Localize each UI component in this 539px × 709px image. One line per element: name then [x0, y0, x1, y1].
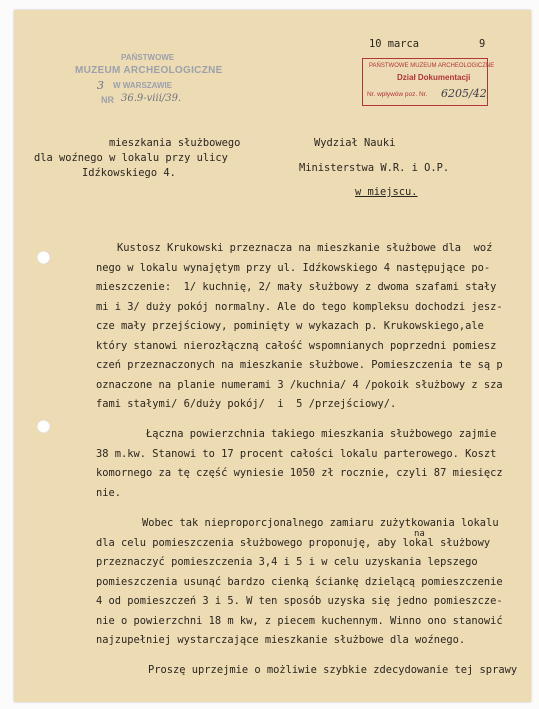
body-line: mieszczenie: 1/ kuchnię, 2/ mały służbowy z dwoma szafami stały	[96, 281, 497, 293]
body-line: oznaczone na planie numerami 3 /kuchnia/ 4 /pokoik służbowy z sza	[96, 379, 503, 391]
punch-hole	[37, 251, 50, 264]
document-page	[14, 10, 531, 702]
stamp-right-number: 6205/42	[441, 87, 487, 100]
body-line: który stanowi nierozłączną całość wspomnianych poprzedni pomiesz	[96, 340, 497, 352]
body-line: 38 m.kw. Stanowi to 17 procent całości lokalu parterowego. Koszt	[96, 448, 497, 460]
addressee-line: Ministerstwa W.R. i O.P.	[299, 162, 450, 174]
letter-date: 10 marca	[369, 38, 420, 50]
punch-hole	[37, 420, 50, 433]
addressee-line: Wydział Nauki	[314, 137, 396, 149]
addressee-line: w miejscu.	[355, 186, 418, 198]
stamp-line-1: PAŃSTWOWE	[121, 53, 175, 62]
body-line: Proszę uprzejmie o możliwie szybkie zdecydowanie tej sprawy	[148, 664, 518, 676]
stamp-handwritten-prefix: 3	[97, 79, 104, 92]
body-line: nie.	[96, 487, 122, 499]
subject-line: mieszkania służbowego	[109, 137, 241, 149]
body-line: dla celu pomieszczenia służbowego proponuję, aby lokal służbowy	[96, 537, 491, 549]
stamp-line-2: MUZEUM ARCHEOLOGICZNE	[75, 65, 223, 76]
inserted-word: na	[414, 529, 425, 539]
stamp-line-3: W WARSZAWIE	[113, 81, 173, 90]
body-line: 4 od pomieszczeń 3 i 5. W ten sposób uzyska się jedno pomieszcze-	[96, 595, 503, 607]
body-line: nego w lokalu wynajętym przy ul. Idźkowskiego 4 następujące po-	[96, 262, 491, 274]
body-line: komornego za tę część wyniesie 1050 zł rocznie, czyli 87 miesięcz	[96, 467, 503, 479]
body-line: przeznaczyć pomieszczenia 3,4 i 5 i w celu uzyskania lepszego	[96, 556, 478, 568]
body-line: cze mały przejściowy, pominięty w wykazach p. Krukowskiego,ale	[96, 320, 484, 332]
body-line: czeń przeznaczonych na mieszkanie służbowe. Pomieszczenia te są p	[96, 359, 503, 371]
body-line: mi i 3/ duży pokój normalny. Ale do tego kompleksu dochodzi jesz-	[96, 301, 503, 313]
stamp-nr-label: NR	[101, 95, 114, 105]
body-line: Kustosz Krukowski przeznacza na mieszkanie służbowe dla woź	[117, 242, 493, 254]
stamp-right-line-3: Nr. wpływów poz. Nr.	[367, 91, 428, 98]
body-line: fami stałymi/ 6/duży pokój/ i 5 /przejściowy/.	[96, 398, 397, 410]
museum-stamp	[59, 45, 223, 125]
body-line: Łączna powierzchnia takiego mieszkania służbowego zajmie	[146, 428, 497, 440]
subject-line: Idźkowskiego 4.	[82, 167, 176, 179]
stamp-right-line-2: Dział Dokumentacji	[397, 73, 471, 82]
subject-line: dla woźnego w lokalu przy ulicy	[34, 152, 228, 164]
stamp-right-line-1: PAŃSTWOWE MUZEUM ARCHEOLOGICZNE	[369, 63, 495, 69]
documentation-stamp	[362, 58, 495, 106]
body-line: pomieszczenia usunąć bardzo cienką ściankę dzielącą pomieszczenie	[96, 576, 503, 588]
stamp-nr-value: 36.9-viii/39.	[121, 93, 182, 104]
page-number: 9	[479, 38, 486, 50]
body-line: nie o powierzchni 18 m kw, z piecem kuchennym. Winno ono stanowić	[96, 615, 503, 627]
body-line: Wobec tak nieproporcjonalnego zamiaru zużytkowania lokalu	[142, 517, 499, 529]
body-line: najzupełniej wystarczające mieszkanie służbowe dla woźnego.	[96, 634, 466, 646]
